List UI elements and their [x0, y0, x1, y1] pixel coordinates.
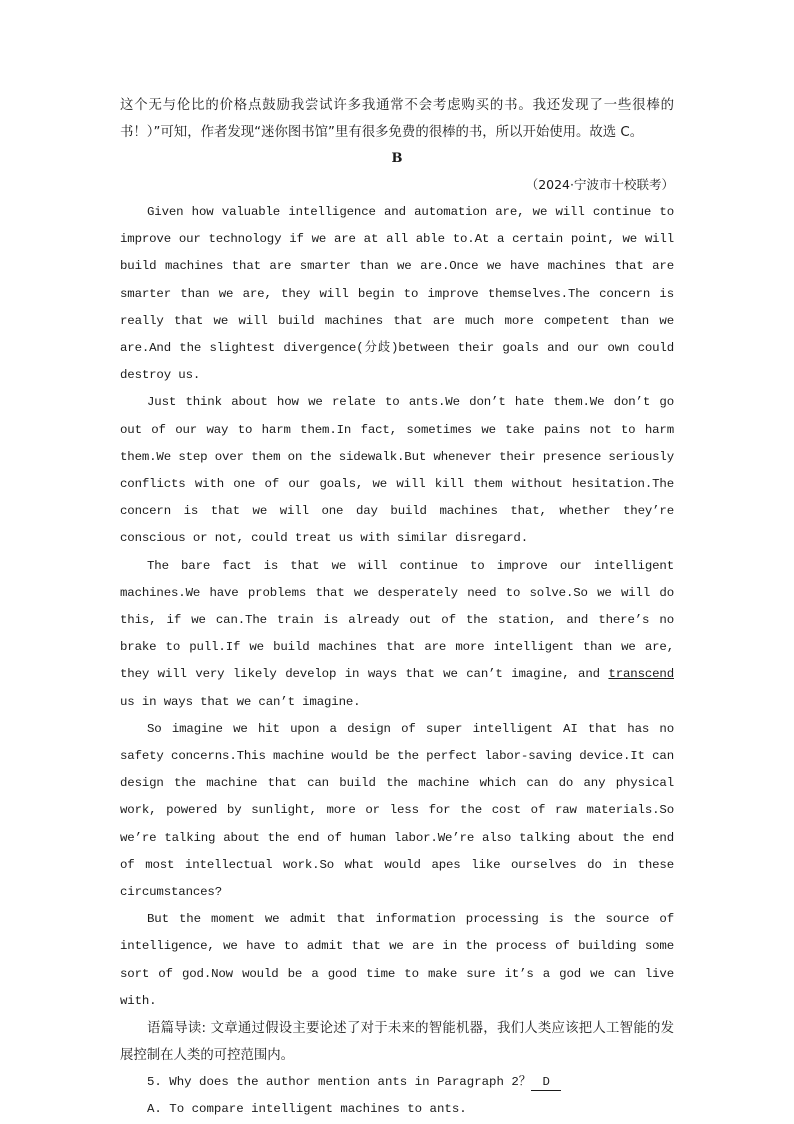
passage-paragraph-5: But the moment we admit that information processing is the source of intelligence, we have to admit that we are in the process of building some sort of god.Now would be a good time to make sure it’s a god we can live with.	[120, 912, 674, 1008]
passage-paragraph-3	[120, 553, 674, 716]
guide-label: 语篇导读:	[147, 1021, 207, 1037]
question-5-answer: D	[531, 1075, 561, 1091]
guide-text: 文章通过假设主要论述了对于未来的智能机器，我们人类应该把人工智能的发展控制在人类的可控范围内。	[120, 1021, 674, 1064]
question-5-option-a: A. To compare intelligent machines to ants.	[147, 1102, 467, 1117]
question-5	[120, 1069, 674, 1096]
underlined-word-transcend: transcend	[608, 667, 674, 682]
previous-explanation: 这个无与伦比的价格点鼓励我尝试许多我通常不会考虑购买的书。我还发现了一些很棒的书！）”可知，作者发现“迷你图书馆”里有很多免费的很棒的书，所以开始使用。故选 C。	[120, 98, 674, 140]
question-5-stem: 5. Why does the author mention ants in Paragraph 2？	[147, 1075, 532, 1090]
passage-paragraph-1: Given how valuable intelligence and automation are, we will continue to improve our technology if we are at all able to.At a certain point, we will build machines that are smarter than we are.Once we have machines that are smarter than we are, they will begin to improve themselves.The concern is really that we will build machines that are much more competent than we are.And the slightest divergence(分歧)between their goals and our own could destroy us.	[120, 205, 674, 383]
passage-guide	[120, 1015, 674, 1069]
document-page	[120, 92, 674, 1124]
passage-source: （2024·宁波市十校联考）	[525, 177, 674, 192]
passage-paragraph-2: Just think about how we relate to ants.We don’t hate them.We don’t go out of our way to harm them.In fact, sometimes we take pains not to harm them.We step over them on the sidewalk.But whenever their presence seriously conflicts with one of our goals, we will kill them without hesitation.The concern is that we will one day build machines that, whether they’re conscious or not, could treat us with similar disregard.	[120, 395, 674, 546]
section-letter: B	[391, 151, 403, 166]
paragraph-3-text-before: The bare fact is that we will continue to improve our intelligent machines.We have problems that we desperately need to solve.So we will do this, if we can.The train is already out of the station, and there’s no brake to pull.If we build machines that are more intelligent than we are, they will very likely develop in ways that we can’t imagine, and	[120, 558, 674, 682]
paragraph-3-text-after: us in ways that we can’t imagine.	[120, 694, 361, 709]
passage-paragraph-4: So imagine we hit upon a design of super intelligent AI that has no safety concerns.This machine would be the perfect labor-saving device.It can design the machine that can build the machine which can do any physical work, powered by sunlight, more or less for the cost of raw materials.So we’re talking about the end of human labor.We’re also talking about the end of most intellectual work.So what would apes like ourselves do in these circumstances?	[120, 721, 674, 900]
